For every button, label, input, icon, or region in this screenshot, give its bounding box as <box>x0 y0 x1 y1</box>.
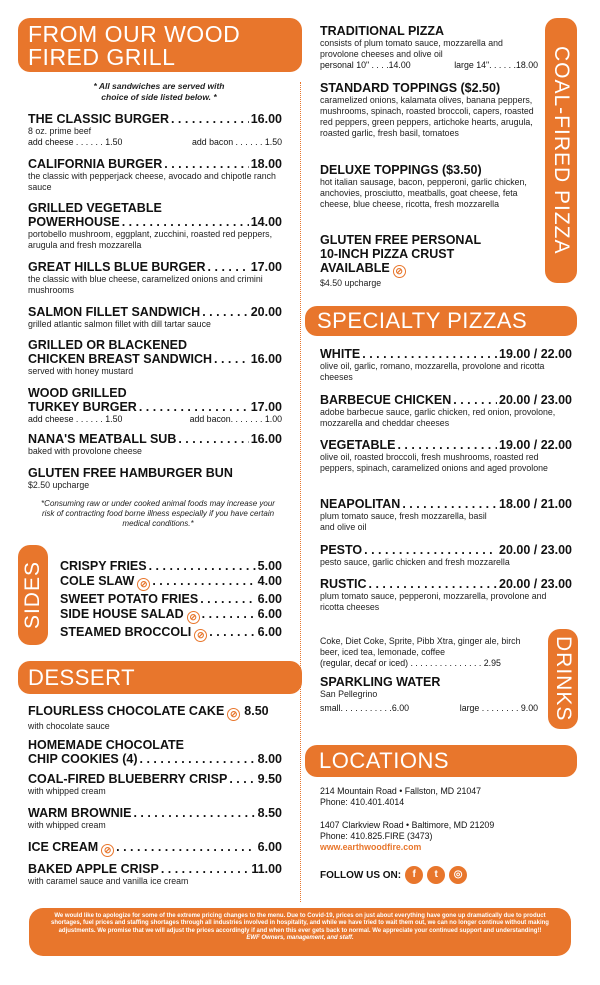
sides-title: SIDES <box>21 560 44 630</box>
item-desc: olive oil, garlic, romano, mozzarella, provolone and ricotta cheeses <box>320 361 545 382</box>
traditional-pizza <box>320 24 538 71</box>
drinks-list <box>320 636 538 714</box>
soda-list: Coke, Diet Coke, Sprite, Pibb Xtra, ginger ale, birch beer, iced tea, lemonade, coffee <box>320 636 521 657</box>
item-name: NANA'S MEATBALL SUB <box>28 432 177 446</box>
coal-pizza-tab <box>545 18 577 283</box>
sides-list <box>60 559 282 642</box>
item-name: CALIFORNIA BURGER <box>28 157 163 171</box>
coal-pizza-title: COAL-FIRED PIZZA <box>550 46 573 255</box>
item-name: WARM BROWNIE <box>28 806 132 820</box>
item-name: TURKEY BURGER <box>28 400 137 414</box>
menu-item-california-burger <box>28 157 282 193</box>
notice-signature: EWF Owners, management, and staff. <box>246 935 354 942</box>
item-name: STANDARD TOPPINGS ($2.50) <box>320 81 501 95</box>
item-name: SALMON FILLET SANDWICH <box>28 305 201 319</box>
specialty-pesto <box>320 543 572 568</box>
dessert-cookies <box>28 738 282 766</box>
location-baltimore <box>320 820 494 853</box>
item-name-line2: 10-INCH PIZZA CRUST <box>320 247 455 261</box>
side-item <box>60 607 282 624</box>
dessert-apple-crisp <box>28 862 282 887</box>
gluten-free-icon: ⊘ <box>393 265 406 278</box>
item-price: 11.00 <box>251 862 282 876</box>
item-name: POWERHOUSE <box>28 215 120 229</box>
item-name: THE CLASSIC BURGER <box>28 112 169 126</box>
gluten-free-icon: ⊘ <box>137 578 150 591</box>
side-price: 4.00 <box>257 574 282 588</box>
side-name: SWEET POTATO FRIES <box>60 592 199 606</box>
dessert-title: DESSERT <box>28 665 136 690</box>
item-price: 20.00 / 23.00 <box>499 543 572 557</box>
specialty-white <box>320 347 572 383</box>
item-desc: portobello mushroom, eggplant, zucchini, roasted red peppers, arugula and fresh mozzarella <box>28 229 273 250</box>
item-desc: 8 oz. prime beef <box>28 126 92 136</box>
item-desc: served with honey mustard <box>28 366 134 376</box>
item-name-line1: GRILLED OR BLACKENED <box>28 338 188 352</box>
dessert-banner <box>18 661 302 694</box>
item-price: 18.00 <box>250 157 282 171</box>
item-desc: consists of plum tomato sauce, mozzarella and provolone cheeses and olive oil <box>320 38 503 59</box>
side-price: 6.00 <box>257 625 282 639</box>
gluten-free-crust <box>320 233 538 289</box>
item-name: RUSTIC <box>320 577 367 591</box>
menu-item-vegetable-powerhouse <box>28 201 282 251</box>
menu-item-great-hills-blue-burger <box>28 260 282 296</box>
item-price: 18.00 / 21.00 <box>499 497 572 511</box>
add-cheese: add cheese . . . . . . 1.50 <box>28 137 123 147</box>
grill-banner <box>18 18 302 72</box>
side-item <box>60 592 282 606</box>
side-name: SIDE HOUSE SALAD <box>60 607 184 621</box>
item-name: BAKED APPLE CRISP <box>28 862 159 876</box>
drinks-tab <box>548 629 578 729</box>
item-desc: with caramel sauce and vanilla ice cream <box>28 876 189 886</box>
social-row <box>320 866 467 884</box>
facebook-icon[interactable]: f <box>405 866 423 884</box>
add-bacon: add bacon. . . . . . . 1.00 <box>189 414 282 424</box>
item-desc: $4.50 upcharge <box>320 278 382 288</box>
specialty-neapolitan <box>320 497 572 533</box>
item-desc: with whipped cream <box>28 820 106 830</box>
item-desc: the classic with pepperjack cheese, avocado and chipotle ranch sauce <box>28 171 276 192</box>
item-price: 16.00 <box>250 112 282 126</box>
item-price: 20.00 <box>250 305 282 319</box>
side-price: 6.00 <box>257 592 282 606</box>
menu-item-chicken-breast <box>28 338 282 377</box>
item-desc: the classic with blue cheese, caramelized onions and crimini mushrooms <box>28 274 263 295</box>
side-price: 6.00 <box>257 607 282 621</box>
specialty-bbq-chicken <box>320 393 572 429</box>
locations-banner <box>305 745 577 777</box>
water-brand: San Pellegrino <box>320 689 378 699</box>
item-name: VEGETABLE <box>320 438 396 452</box>
item-desc: with whipped cream <box>28 786 106 796</box>
phone: Phone: 410.825.FIRE (3473) <box>320 831 433 841</box>
dessert-blueberry-crisp <box>28 772 282 797</box>
item-desc: grilled atlantic salmon fillet with dill tartar sauce <box>28 319 211 329</box>
large-price: large 14". . . . . .18.00 <box>454 60 538 70</box>
menu-item-gluten-free-bun <box>28 466 282 491</box>
menu-item-classic-burger <box>28 112 282 148</box>
side-name: CRISPY FRIES <box>60 559 147 573</box>
item-desc: olive oil, roasted broccoli, fresh mushrooms, roasted red peppers, spinach, caramelized onions and aged provolone <box>320 452 548 473</box>
drinks-title: DRINKS <box>552 636 575 722</box>
item-name: PESTO <box>320 543 363 557</box>
item-price: 20.00 / 23.00 <box>499 393 572 407</box>
deluxe-toppings <box>320 163 538 210</box>
gluten-free-icon: ⊘ <box>187 611 200 624</box>
notice-text: We would like to apologize for some of the extreme pricing changes to the menu. Due to Covid-19, prices on just about everything have gone up dramatically due to product shortages, fuel prices and staffing shortages through all industries involved in hospitality, and while we have tried to wait them out, we can no longer continue without making adjustments. We promise that we will adjust the prices accordingly if and when this ever gets back to normal. We appreciate your continued support and understanding!! <box>51 913 549 934</box>
specialty-banner <box>305 306 577 336</box>
gluten-free-icon: ⊘ <box>194 629 207 642</box>
grill-title-line1: FROM OUR WOOD <box>28 21 241 47</box>
grill-note-line1: * All sandwiches are served with <box>93 81 225 91</box>
item-desc: plum tomato sauce, fresh mozzarella, basil and olive oil <box>320 511 487 532</box>
gluten-free-icon: ⊘ <box>227 708 240 721</box>
menu-item-meatball-sub <box>28 432 282 457</box>
item-desc: with chocolate sauce <box>28 721 110 731</box>
item-price: 17.00 <box>250 260 282 274</box>
side-name: STEAMED BROCCOLI <box>60 625 192 639</box>
item-name-line1: GLUTEN FREE PERSONAL <box>320 233 482 247</box>
twitter-icon[interactable]: t <box>427 866 445 884</box>
specialty-vegetable <box>320 438 572 474</box>
pricing-notice <box>29 908 571 956</box>
water-large-price: large . . . . . . . . 9.00 <box>459 703 538 713</box>
item-price: 17.00 <box>250 400 282 414</box>
item-desc: baked with provolone cheese <box>28 446 142 456</box>
item-name-line1: HOMEMADE CHOCOLATE <box>28 738 185 752</box>
personal-price: personal 10" . . . .14.00 <box>320 60 411 70</box>
item-price: 6.00 <box>257 840 282 854</box>
item-price: 20.00 / 23.00 <box>499 577 572 591</box>
item-name: BARBECUE CHICKEN <box>320 393 452 407</box>
item-name: DELUXE TOPPINGS ($3.50) <box>320 163 482 177</box>
item-price: 19.00 / 22.00 <box>499 438 572 452</box>
specialty-title: SPECIALTY PIZZAS <box>317 308 528 333</box>
standard-toppings <box>320 81 538 139</box>
item-price: 16.00 <box>250 352 282 366</box>
item-name: CHICKEN BREAST SANDWICH <box>28 352 213 366</box>
menu-item-turkey-burger <box>28 386 282 425</box>
locations-title: LOCATIONS <box>319 748 450 773</box>
side-item <box>60 625 282 642</box>
item-name: FLOURLESS CHOCOLATE CAKE <box>28 704 225 718</box>
item-price: 16.00 <box>250 432 282 446</box>
column-divider <box>300 82 301 902</box>
menu-item-salmon-fillet <box>28 305 282 330</box>
item-price: 8.50 <box>244 704 269 718</box>
add-bacon: add bacon . . . . . . 1.50 <box>192 137 282 147</box>
item-name: TRADITIONAL PIZZA <box>320 24 445 38</box>
dessert-flourless-cake <box>28 704 282 732</box>
item-price: 8.50 <box>257 806 282 820</box>
specialty-rustic <box>320 577 572 613</box>
item-desc: adobe barbecue sauce, garlic chicken, red onion, provolone, mozzarella and cheddar cheeses <box>320 407 556 428</box>
address: 1407 Clarkview Road • Baltimore, MD 21209 <box>320 820 495 830</box>
item-desc: plum tomato sauce, pepperoni, mozzarella, provolone and ricotta cheeses <box>320 591 547 612</box>
grill-note <box>30 81 288 103</box>
item-name: GLUTEN FREE HAMBURGER BUN <box>28 466 233 480</box>
dessert-warm-brownie <box>28 806 282 831</box>
soda-price: (regular, decaf or iced) . . . . . . . . . . . . . . . 2.95 <box>320 658 501 668</box>
item-price: 8.00 <box>257 752 282 766</box>
dessert-ice-cream <box>28 840 282 857</box>
item-desc: hot italian sausage, bacon, pepperoni, garlic chicken, anchovies, prosciutto, meatballs, goat cheese, feta cheese, blue cheese, ricotta, fresh mozzarella <box>320 177 527 209</box>
side-name: COLE SLAW <box>60 574 135 588</box>
sides-tab <box>18 545 48 645</box>
water-name: SPARKLING WATER <box>320 675 441 689</box>
gluten-free-icon: ⊘ <box>101 844 114 857</box>
add-cheese: add cheese . . . . . . 1.50 <box>28 414 123 424</box>
item-name: CHIP COOKIES (4) <box>28 752 138 766</box>
item-name: GREAT HILLS BLUE BURGER <box>28 260 206 274</box>
item-price: 19.00 / 22.00 <box>499 347 572 361</box>
item-desc: caramelized onions, kalamata olives, banana peppers, mushrooms, spinach, roasted broccoli, capers, roasted red peppers, green peppers, artichoke hearts, arugula, roasted garlic, fresh basil, tomatoes <box>320 95 534 138</box>
location-fallston <box>320 786 481 808</box>
follow-label: FOLLOW US ON: <box>320 869 402 881</box>
side-item <box>60 559 282 573</box>
item-desc: $2.50 upcharge <box>28 480 90 490</box>
raw-food-warning: *Consuming raw or under cooked animal foods may increase your risk of contracting food borne illness especially if you have certain medical conditions.* <box>41 499 275 528</box>
water-small-price: small. . . . . . . . . . .6.00 <box>320 703 409 713</box>
side-item <box>60 574 282 591</box>
item-price: 9.50 <box>257 772 282 786</box>
item-name-line1: GRILLED VEGETABLE <box>28 201 162 215</box>
website-link[interactable]: www.earthwoodfire.com <box>320 842 422 852</box>
item-name-line3: AVAILABLE <box>320 261 390 275</box>
item-name: ICE CREAM <box>28 840 99 854</box>
item-name: NEAPOLITAN <box>320 497 401 511</box>
address: 214 Mountain Road • Fallston, MD 21047 <box>320 786 482 796</box>
grill-title-line2: FIRED GRILL <box>28 44 176 70</box>
instagram-icon[interactable]: ◎ <box>449 866 467 884</box>
item-desc: pesto sauce, garlic chicken and fresh mozzarella <box>320 557 510 567</box>
grill-note-line2: choice of side listed below. * <box>101 92 217 102</box>
side-price: 5.00 <box>257 559 282 573</box>
item-name: WHITE <box>320 347 361 361</box>
item-price: 14.00 <box>250 215 282 229</box>
item-name-line1: WOOD GRILLED <box>28 386 127 400</box>
item-name: COAL-FIRED BLUEBERRY CRISP <box>28 772 228 786</box>
phone: Phone: 410.401.4014 <box>320 797 405 807</box>
